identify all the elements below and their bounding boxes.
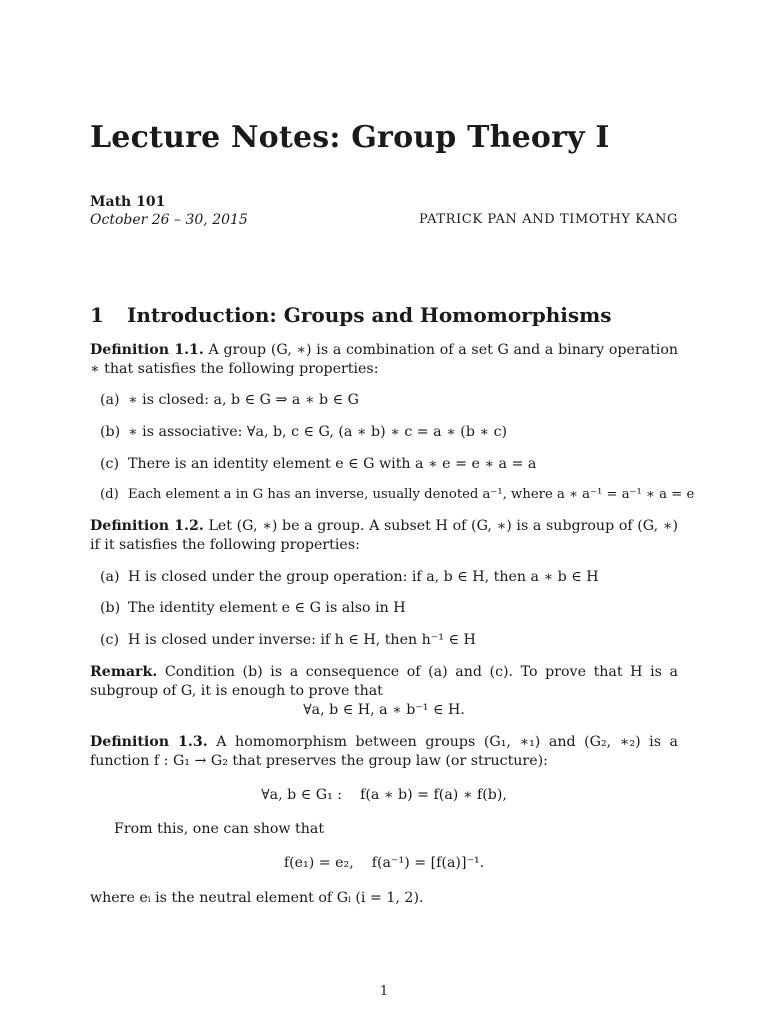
- section-number: 1: [90, 303, 104, 327]
- definition-label: Definition 1.1.: [90, 342, 204, 358]
- document-title: Lecture Notes: Group Theory I: [90, 120, 610, 155]
- list-item: (c) H is closed under inverse: if h ∈ H, then h⁻¹ ∈ H: [100, 632, 476, 648]
- definition-label: Definition 1.2.: [90, 518, 204, 534]
- definition-text: Let (G, ∗) be a group. A subset H of (G, ∗) is a subgroup of (G, ∗) if it satisfies the following properties:: [90, 518, 678, 553]
- definition-label: Definition 1.3.: [90, 734, 208, 750]
- document-page: [90, 0, 695, 1024]
- authors: PATRICK PAN AND TIMOTHY KANG: [418, 212, 678, 227]
- course-name: Math 101: [90, 194, 166, 210]
- follow-text: From this, one can show that: [114, 821, 325, 837]
- page-number: 1: [379, 984, 389, 999]
- homomorphism-formula: ∀a, b ∈ G₁ : f(a ∗ b) = f(a) ∗ f(b),: [261, 787, 507, 803]
- list-item: (a) ∗ is closed: a, b ∈ G ⇒ a ∗ b ∈ G: [100, 392, 359, 408]
- section-title: Introduction: Groups and Homomorphisms: [127, 303, 612, 327]
- list-item: (b) ∗ is associative: ∀a, b, c ∈ G, (a ∗ b) ∗ c = a ∗ (b ∗ c): [100, 424, 508, 440]
- remark-formula: ∀a, b ∈ H, a ∗ b⁻¹ ∈ H.: [303, 702, 465, 718]
- definition-1-3: [90, 733, 678, 771]
- closing-text: where eᵢ is the neutral element of Gᵢ (i = 1, 2).: [90, 890, 424, 906]
- remark-label: Remark.: [90, 664, 158, 680]
- remark-text: Condition (b) is a consequence of (a) and (c). To prove that H is a subgroup of G, it is enough to prove that: [90, 664, 678, 699]
- definition-1-1: [90, 341, 678, 379]
- lecture-dates: October 26 – 30, 2015: [90, 212, 248, 228]
- definition-text: A homomorphism between groups (G₁, ∗₁) and (G₂, ∗₂) is a function f : G₁ → G₂ that preserves the group law (or structure):: [90, 734, 678, 769]
- list-item: (a) H is closed under the group operation: if a, b ∈ H, then a ∗ b ∈ H: [100, 569, 599, 585]
- section-heading: [90, 303, 612, 327]
- definition-text: A group (G, ∗) is a combination of a set G and a binary operation ∗ that satisfies the following properties:: [90, 342, 678, 377]
- list-item: (b) The identity element e ∈ G is also in H: [100, 600, 406, 616]
- definition-1-2: [90, 517, 678, 555]
- list-item: (d) Each element a in G has an inverse, usually denoted a⁻¹, where a ∗ a⁻¹ = a⁻¹ ∗ a = e: [100, 487, 695, 502]
- identity-formula: f(e₁) = e₂, f(a⁻¹) = [f(a)]⁻¹.: [283, 855, 485, 871]
- list-item: (c) There is an identity element e ∈ G with a ∗ e = e ∗ a = a: [100, 456, 537, 472]
- remark: [90, 663, 678, 701]
